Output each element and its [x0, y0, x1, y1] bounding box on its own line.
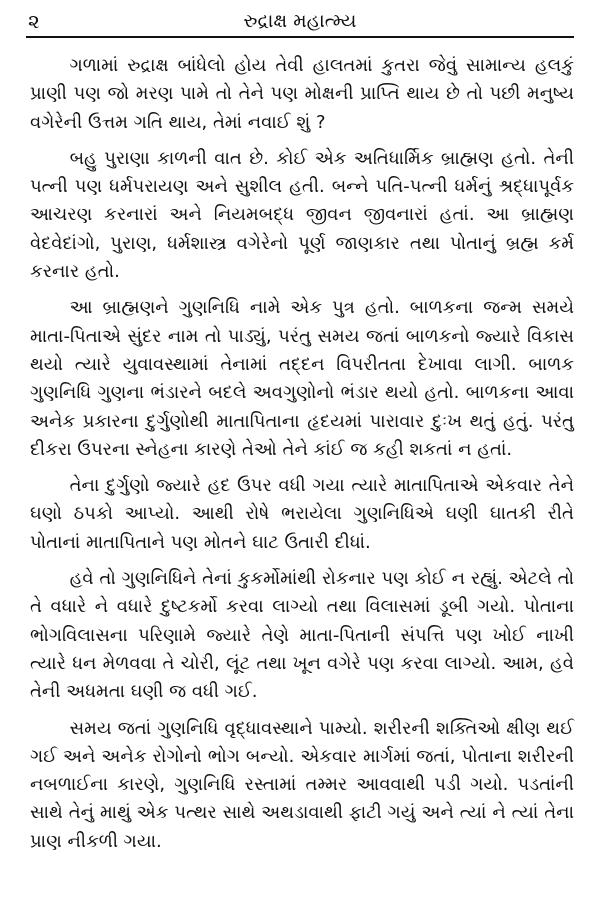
paragraph: તેના દુર્ગુણો જ્યારે હદ ઉપર વધી ગયા ત્યારે માતાપિતાએ એકવાર તેને ઘણો ઠપકો આપ્યો. આથી રોષે ભરાયેલા ગુણનિધિએ ઘણી ઘાતકી રીતે પોતાનાં માતાપિતાને પણ મોતને ઘાટ ઉતારી દીધાં. — [30, 475, 574, 553]
paragraph: હવે તો ગુણનિધિને તેનાં કુકર્મોમાંથી રોકનાર પણ કોઈ ન રહ્યું. એટલે તો તે વધારે ને વધારે દુષ્ટકર્મો કરવા લાગ્યો તથા વિલાસમાં ડૂબી ગયો. પોતાના ભોગવિલાસના પરિણામે જ્યારે તેણે માતા-પિતાની સંપત્તિ પણ ખોઈ નાખી ત્યારે ધન મેળવવા તે ચોરી, લૂંટ તથા ખૂન વગેરે પણ કરવા લાગ્યો. આમ, હવે તેની અધમતા ઘણી જ વધી ગઈ. — [30, 568, 574, 703]
page-number: ૨ — [28, 9, 40, 33]
paragraph: બહુ પુરાણા કાળની વાત છે. કોઈ એક અતિધાર્મિક બ્રાહ્મણ હતો. તેની પત્ની પણ ધર્મપરાયણ અને સુશીલ હતી. બન્ને પતિ-પત્ની ધર્મનું શ્રદ્ધાપૂર્વક આચરણ કરનારાં અને નિયમબદ્ધ જીવન જીવનારાં હતાં. આ બ્રાહ્મણ વેદવેદાંગો, પુરાણ, ધર્મશાસ્ત્ર વગેરેનો પૂર્ણ જાણકાર તથા પોતાનું બ્રહ્મ કર્મ કરનાર હતો. — [30, 147, 574, 283]
running-title: રુદ્રાક્ષ મહાત્મ્ય — [243, 10, 357, 32]
body-text — [30, 52, 574, 864]
page-header — [26, 6, 574, 38]
paragraph: આ બ્રાહ્મણને ગુણનિધિ નામે એક પુત્ર હતો. બાળકના જન્મ સમયે માતા-પિતાએ સુંદર નામ તો પાડ્યું, પરંતુ સમય જતાં બાળકનો જ્યારે વિકાસ થયો ત્યારે યુવાવસ્થામાં તેનામાં તદ્દન વિપરીતતા દેખાવા લાગી. બાળક ગુણનિધિ ગુણના ભંડારને બદલે અવગુણોનો ભંડાર થયો હતો. બાળકના આવા અનેક પ્રકારના દુર્ગુણોથી માતાપિતાના હૃદયમાં પારાવાર દુઃખ થતું હતું. પરંતુ દીકરા ઉપરના સ્નેહના કારણે તેઓ તેને કાંઈ જ કહી શકતાં ન હતાં. — [30, 297, 574, 460]
paragraph: ગળામાં રુદ્રાક્ષ બાંધેલો હોય તેવી હાલતમાં કુતરા જેવું સામાન્ય હલકું પ્રાણી પણ જો મરણ પામે તો તેને પણ મોક્ષની પ્રાપ્તિ થાય છે તો પછી મનુષ્ય વગેરેની ઉત્તમ ગતિ થાય, તેમાં નવાઈ શું ? — [30, 55, 574, 133]
paragraph: સમય જતાં ગુણનિધિ વૃદ્ધાવસ્થાને પામ્યો. શરીરની શક્તિઓ ક્ષીણ થઈ ગઈ અને અનેક રોગોનો ભોગ બન્યો. એકવાર માર્ગમાં જતાં, પોતાના શરીરની નબળાઈના કારણે, ગુણનિધિ રસ્તામાં તમ્મર આવવાથી પડી ગયો. પડતાંની સાથે તેનું માથું એક પત્થર સાથે અથડાવાથી ફાટી ગયું અને ત્યાં ને ત્યાં તેના પ્રાણ નીકળી ગયા. — [30, 717, 574, 852]
